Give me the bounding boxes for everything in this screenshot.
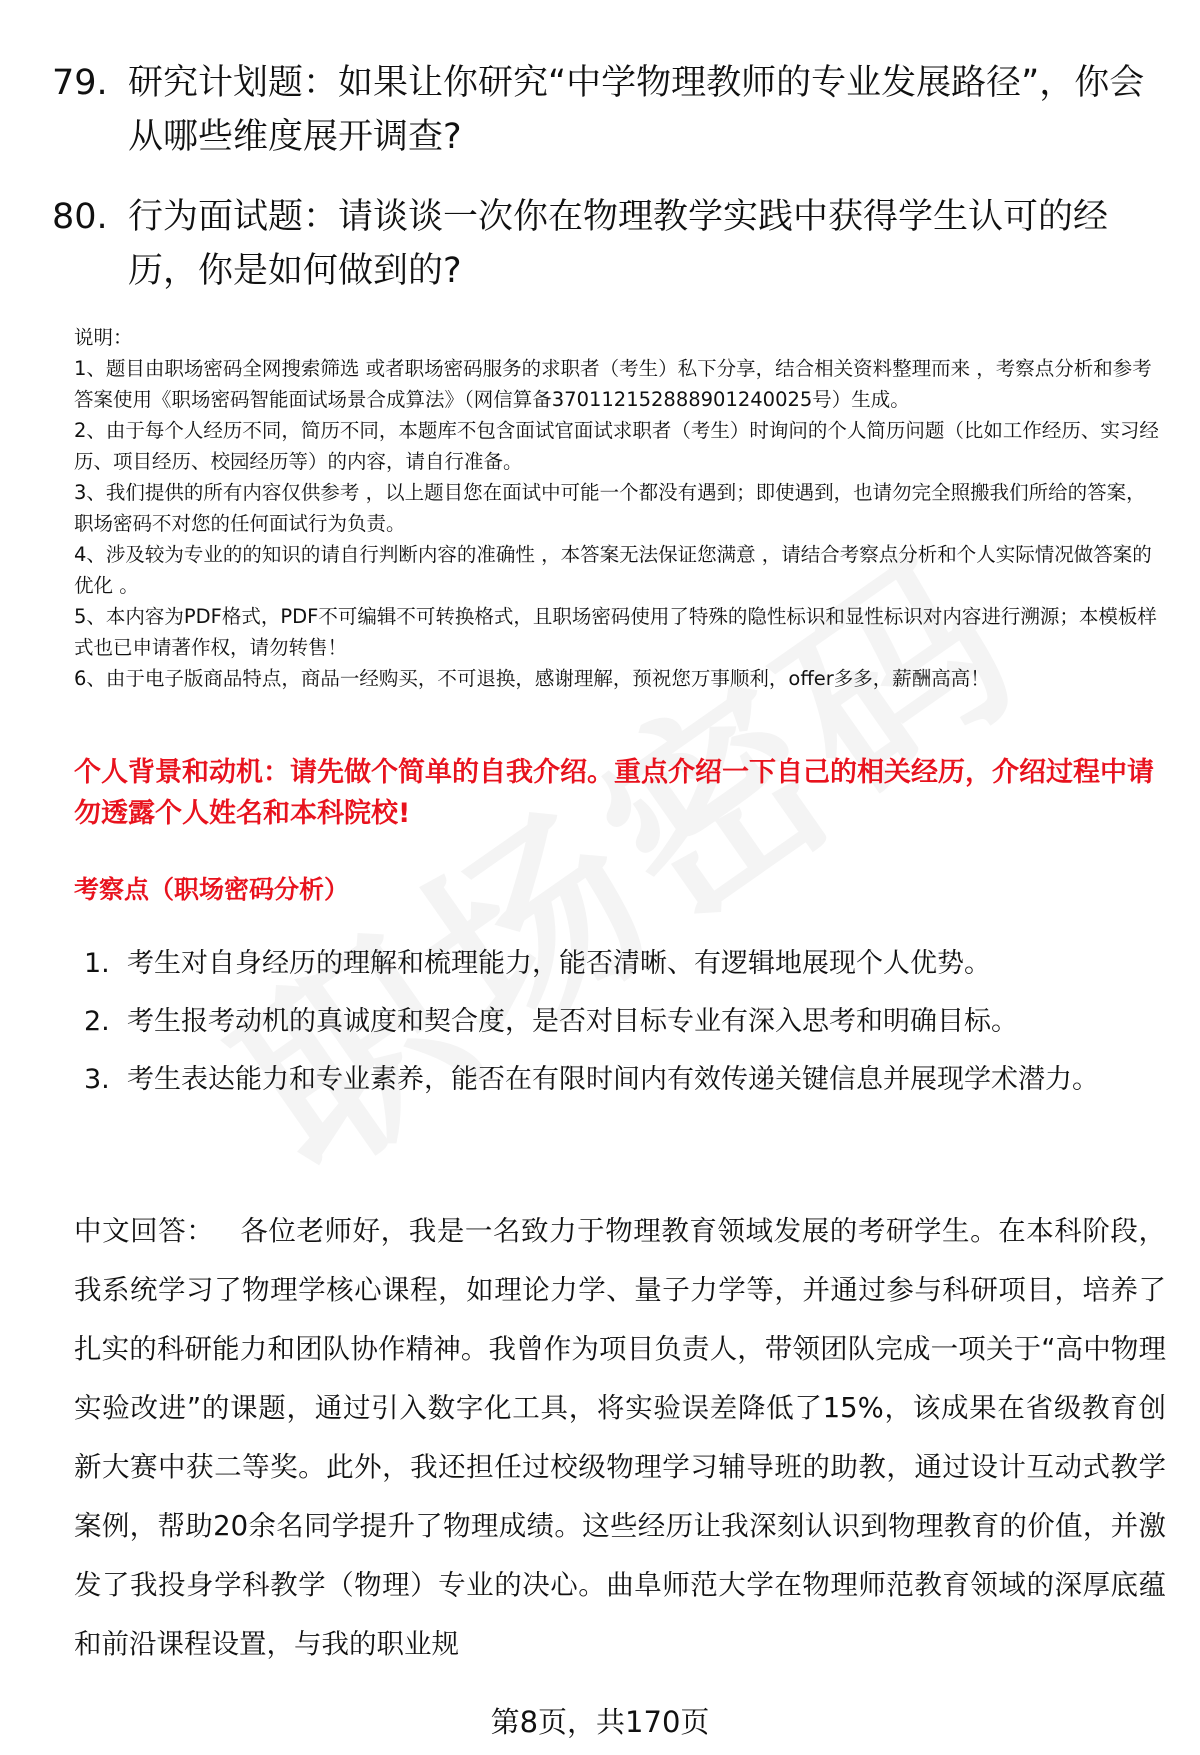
analysis-points	[84, 935, 1164, 1109]
answer-label: 中文回答：	[74, 1215, 215, 1247]
answer-text: 各位老师好，我是一名致力于物理教育领域发展的考研学生。在本科阶段，我系统学习了物理学核心课程，如理论力学、量子力学等，并通过参与科研项目，培养了扎实的科研能力和团队协作精神。我曾作为项目负责人，带领团队完成一项关于“高中物理实验改进”的课题，通过引入数字化工具，将实验误差降低了15%，该成果在省级教育创新大赛中获二等奖。此外，我还担任过校级物理学习辅导班的助教，通过设计互动式教学案例，帮助20余名同学提升了物理成绩。这些经历让我深刻认识到物理教育的价值，并激发了我投身学科教学（物理）专业的决心。曲阜师范大学在物理师范教育领域的深厚底蕴和前沿课程设置，与我的职业规	[74, 1215, 1167, 1660]
note-item: 6、由于电子版商品特点，商品一经购买，不可退换，感谢理解，预祝您万事顺利，offer多多，薪酬高高！	[74, 667, 990, 690]
page-footer: 第8页，共170页	[490, 1705, 710, 1739]
note-item: 3、我们提供的所有内容仅供参考 ，以上题目您在面试中可能一个都没有遇到；即使遇到，也请勿完全照搬我们所给的答案，职场密码不对您的任何面试行为负责。	[74, 481, 1146, 535]
analysis-point	[84, 935, 1164, 993]
question-text: 行为面试题：请谈谈一次你在物理教学实践中获得学生认可的经历，你是如何做到的?	[128, 197, 1109, 291]
point-number: 1.	[84, 948, 110, 979]
question-text: 研究计划题：如果让你研究“中学物理教师的专业发展路径”，你会从哪些维度展开调查?	[128, 63, 1145, 157]
question-number: 80.	[52, 197, 108, 237]
analysis-title: 考察点（职场密码分析）	[74, 875, 350, 904]
point-text: 考生报考动机的真诚度和契合度，是否对目标专业有深入思考和明确目标。	[127, 1006, 1018, 1037]
note-item: 5、本内容为PDF格式，PDF不可编辑不可转换格式，且职场密码使用了特殊的隐性标识和显性标识对内容进行溯源；本模板样式也已申请著作权，请勿转售！	[74, 605, 1157, 659]
question-80	[52, 190, 1172, 298]
notes-heading: 说明：	[74, 326, 133, 349]
disclaimer-notes	[74, 322, 1164, 694]
featured-question: 个人背景和动机：请先做个简单的自我介绍。重点介绍一下自己的相关经历，介绍过程中请勿透露个人姓名和本科院校!	[74, 757, 1154, 829]
question-number: 79.	[52, 63, 108, 103]
question-79	[52, 56, 1172, 164]
note-item: 4、涉及较为专业的的知识的请自行判断内容的准确性 ，本答案无法保证您满意 ，请结合考察点分析和个人实际情况做答案的优化 。	[74, 543, 1152, 597]
point-number: 2.	[84, 1006, 110, 1037]
answer-block	[74, 1202, 1166, 1674]
point-text: 考生对自身经历的理解和梳理能力，能否清晰、有逻辑地展现个人优势。	[127, 948, 991, 979]
analysis-point	[84, 1051, 1164, 1109]
point-text: 考生表达能力和专业素养，能否在有限时间内有效传递关键信息并展现学术潜力。	[127, 1064, 1099, 1095]
analysis-point	[84, 993, 1164, 1051]
point-number: 3.	[84, 1064, 110, 1095]
note-item: 1、题目由职场密码全网搜索筛选 或者职场密码服务的求职者（考生）私下分享，结合相关资料整理而来 ，考察点分析和参考答案使用《职场密码智能面试场景合成算法》（网信算备370112152888901240025号）生成。	[74, 357, 1152, 411]
note-item: 2、由于每个人经历不同，简历不同，本题库不包含面试官面试求职者（考生）时询问的个人简历问题（比如工作经历、实习经历、项目经历、校园经历等）的内容，请自行准备。	[74, 419, 1159, 473]
